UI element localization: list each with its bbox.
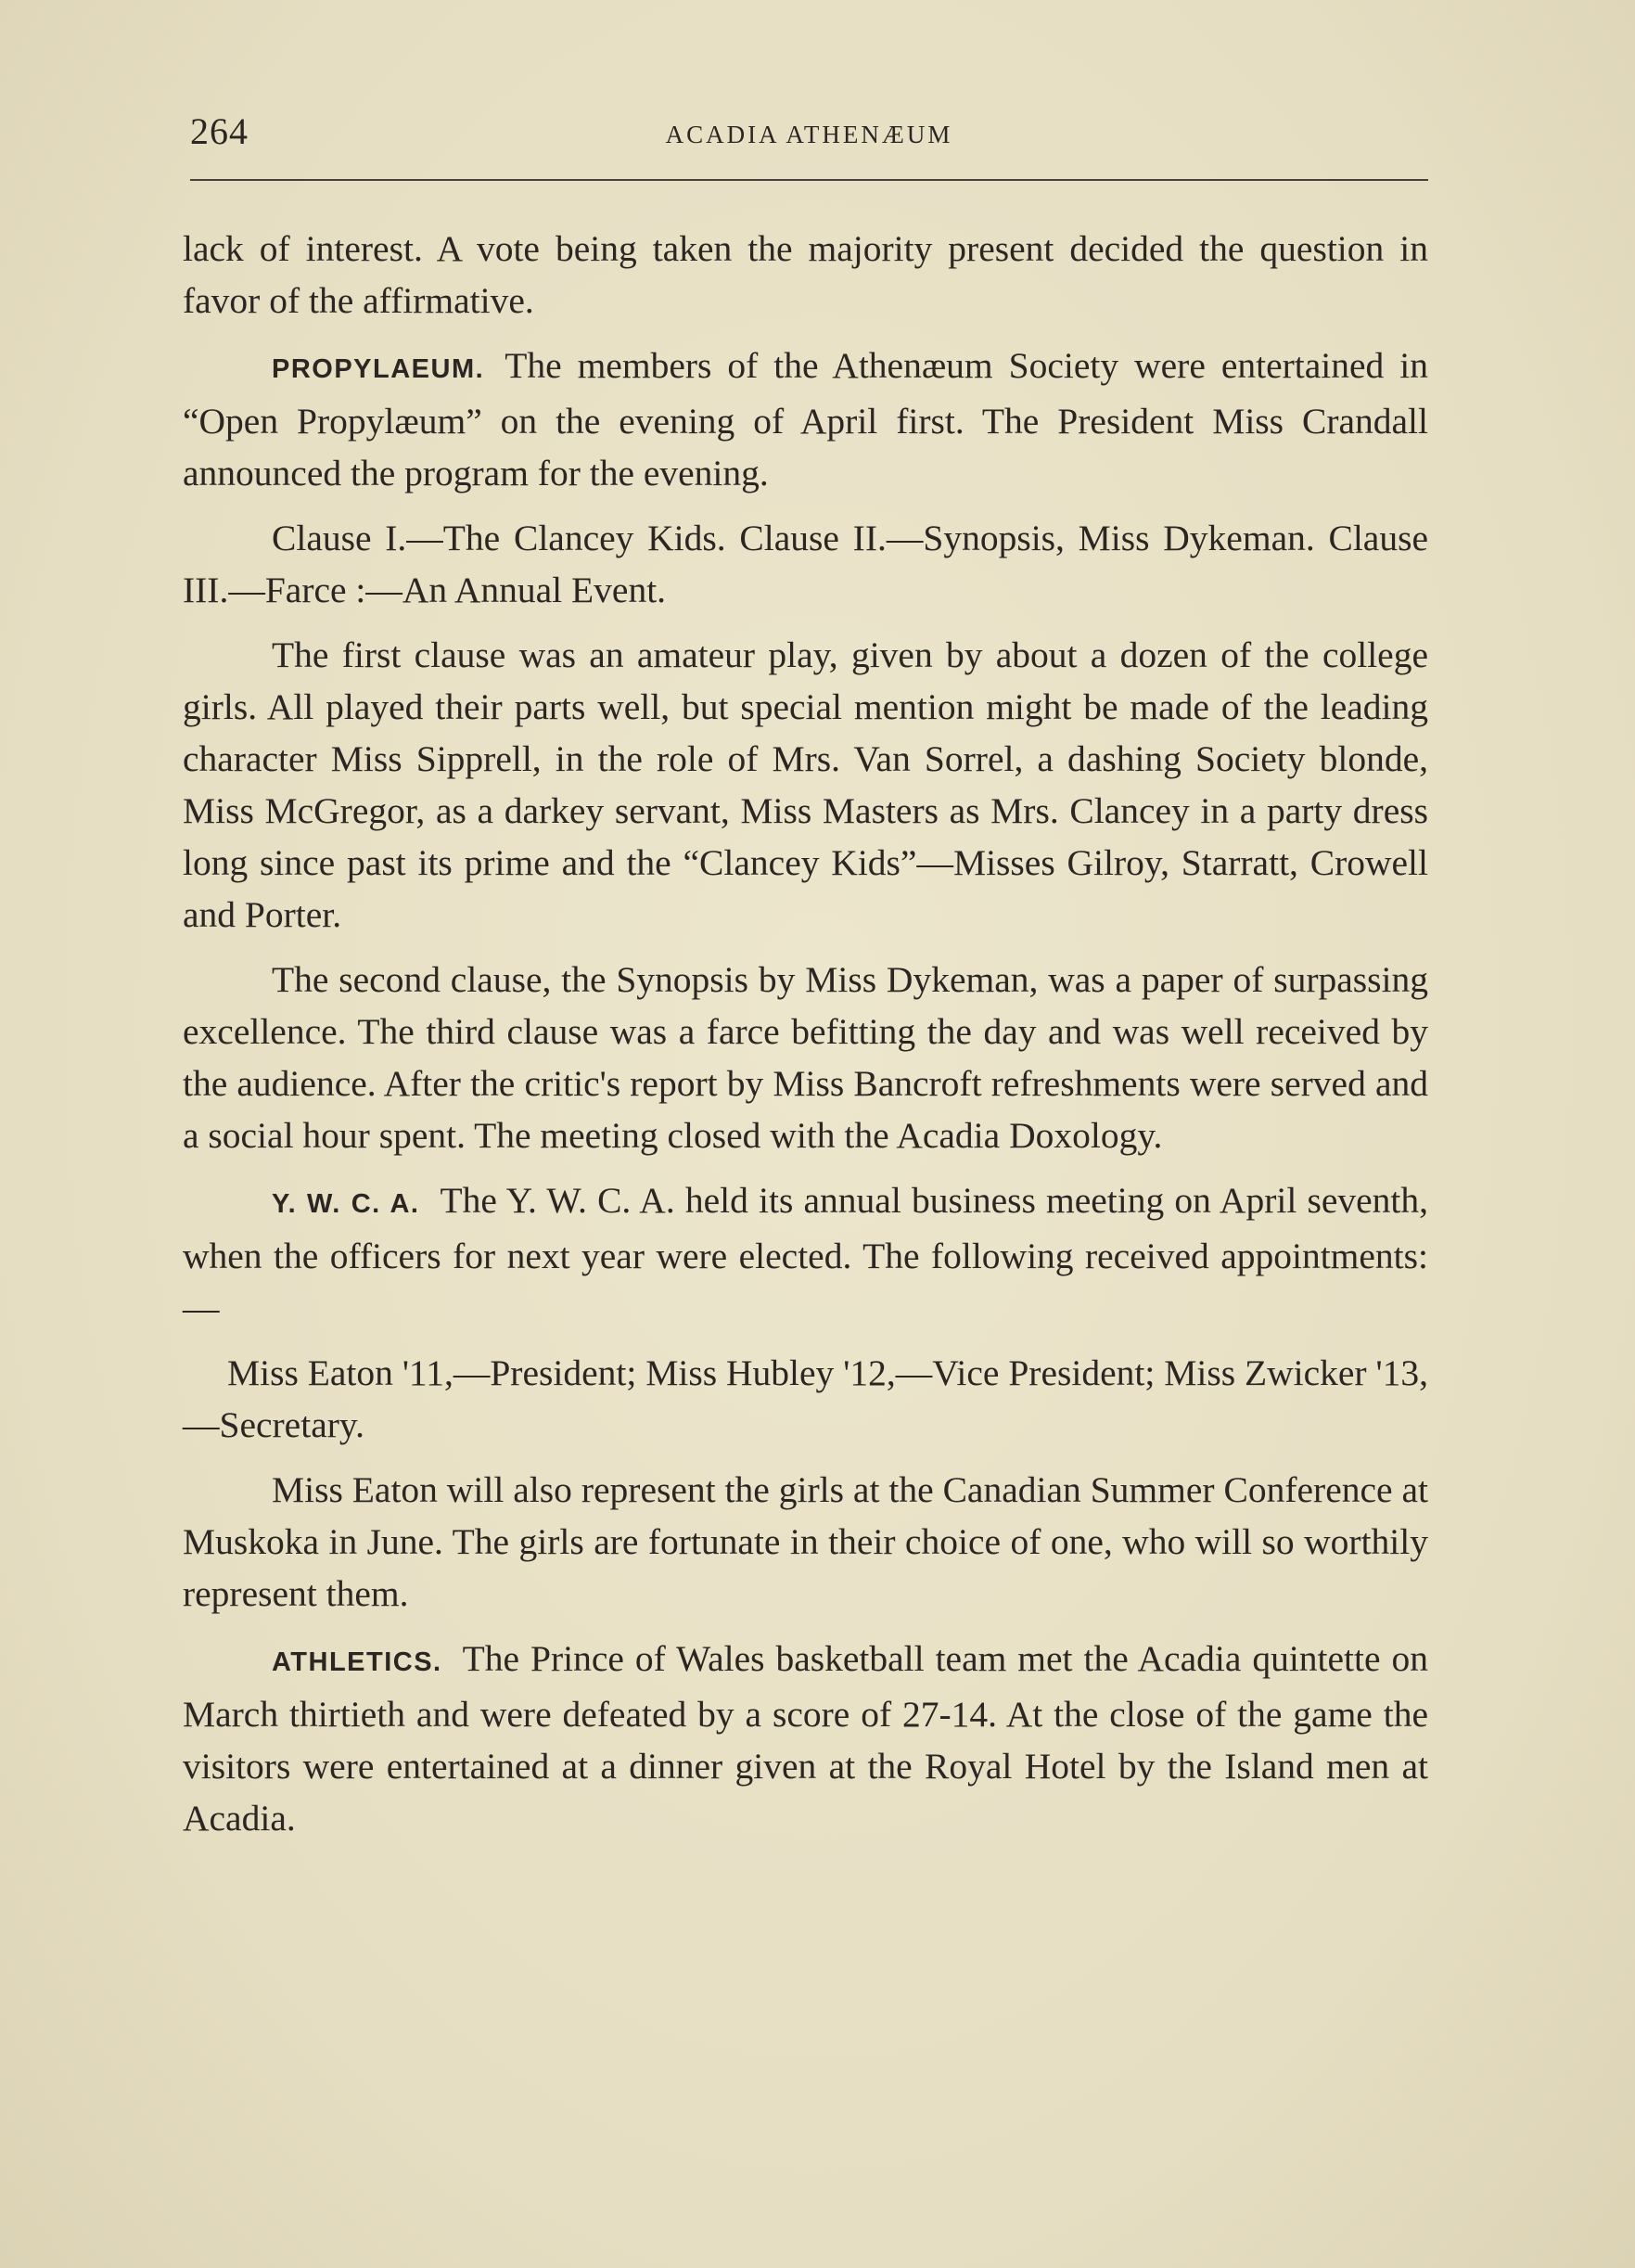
paragraph-athletics — [183, 1633, 1428, 1844]
paragraph-text: Miss Eaton will also represent the girls at the Canadian Summer Conference at Muskoka in June. The girls are fortunate in their choice of one, who will so worthily represent them. — [183, 1469, 1428, 1614]
paragraph-officers — [183, 1347, 1428, 1451]
section-heading-athletics: ATHLETICS. — [272, 1647, 442, 1677]
paragraph-propylaeum — [183, 340, 1428, 499]
paragraph-text: The members of the Athenæum Society were entertained in “Open Propylæum” on the evening of April first. The President Miss Crandall announced the program for the evening. — [183, 345, 1428, 493]
page-header — [190, 109, 1428, 174]
paragraph-continuation — [183, 223, 1428, 327]
paragraph-clauses — [183, 512, 1428, 616]
section-heading-ywca: Y. W. C. A. — [272, 1189, 420, 1219]
paragraph-text: The Y. W. C. A. held its annual business meeting on April seventh, when the officers for next year were elected. The following received appointments:— — [183, 1180, 1428, 1328]
paragraph-text: The second clause, the Synopsis by Miss Dykeman, was a paper of surpassing excellence. The third clause was a farce befitting the day and was well received by the audience. After the critic's report by Miss Bancroft refreshments were served and a social hour spent. The meeting closed with the Acadia Doxology. — [183, 959, 1428, 1156]
paragraph-text: Clause I.—The Clancey Kids. Clause II.—Synopsis, Miss Dykeman. Clause III.—Farce :—An Annual Event. — [183, 518, 1428, 610]
paragraph-eaton — [183, 1464, 1428, 1620]
paragraph-text: Miss Eaton '11,—President; Miss Hubley '12,—Vice President; Miss Zwicker '13,—Secretary. — [183, 1352, 1428, 1445]
paragraph-ywca — [183, 1174, 1428, 1334]
section-heading-propylaeum: PROPYLAEUM. — [272, 354, 485, 384]
header-rule — [190, 179, 1428, 181]
paragraph-second-clause — [183, 954, 1428, 1161]
article-body — [183, 223, 1428, 1857]
paragraph-text: The Prince of Wales basketball team met the Acadia quintette on March thirtieth and were defeated by a score of 27-14. At the close of the game the visitors were entertained at a dinner given at the Royal Hotel by the Island men at Acadia. — [183, 1638, 1428, 1839]
page-number: 264 — [190, 110, 249, 152]
paragraph-text: lack of interest. A vote being taken the majority present decided the question in favor of the affirmative. — [183, 228, 1428, 321]
paragraph-text: The first clause was an amateur play, given by about a dozen of the college girls. All played their parts well, but special mention might be made of the leading character Miss Sipprell, in the role of Mrs. Van Sorrel, a dashing Society blonde, Miss McGregor, as a darkey servant, Miss Masters as Mrs. Clancey in a party dress long since past its prime and the “Clancey Kids”—Misses Gilroy, Starratt, Crowell and Porter. — [183, 634, 1428, 935]
paragraph-first-clause — [183, 629, 1428, 941]
running-title: ACADIA ATHENÆUM — [665, 121, 953, 148]
